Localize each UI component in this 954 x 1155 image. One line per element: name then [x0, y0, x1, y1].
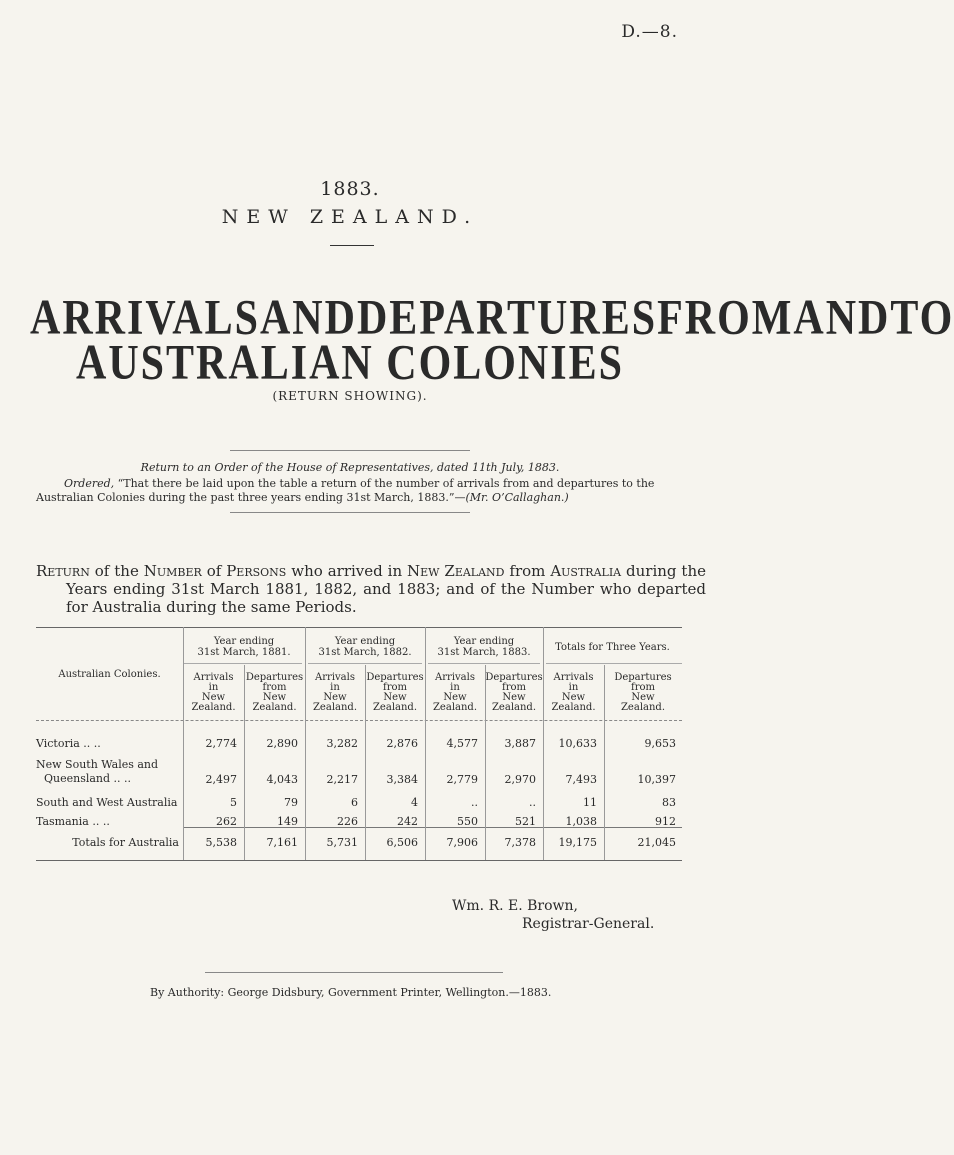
mover: (Mr. O’Callaghan.) — [465, 491, 569, 504]
row-label-nsw-queensland — [36, 758, 183, 786]
label-column-header: Australian Colonies. — [58, 669, 161, 680]
group-header-1881 — [183, 636, 305, 658]
total-cell: 7,906 — [446, 836, 478, 849]
departures-header — [244, 673, 305, 713]
totals-label: Totals for Australia — [72, 836, 179, 849]
header-line: in — [330, 682, 340, 693]
intro-text: from — [504, 562, 551, 580]
total-cell: 19,175 — [558, 836, 597, 849]
arrivals-header — [425, 673, 485, 713]
table-cell: .. — [471, 796, 478, 809]
table-bottom-rule — [36, 860, 682, 861]
divider — [230, 512, 470, 513]
header-line: Departures — [245, 672, 304, 683]
table-cell: 521 — [515, 815, 536, 828]
header-line: Zealand. — [312, 702, 357, 713]
intro-text: Australia — [550, 562, 622, 580]
intro-text: during the Years ending 31st March 1881, 1882, and 1883; and of the Number who departed for Australia during the same Periods. — [66, 562, 706, 616]
table-cell: 1,038 — [565, 815, 597, 828]
header-line: New — [443, 692, 467, 703]
return-order-line: Return to an Order of the House of Representatives, dated 11th July, 1883. — [140, 461, 560, 474]
label-line: New South Wales and — [36, 758, 159, 771]
table-cell: 79 — [284, 796, 298, 809]
header-line: New — [201, 692, 226, 703]
header-line: Zealand. — [372, 702, 417, 713]
header-line: New — [323, 692, 347, 703]
total-cell: 7,161 — [266, 836, 298, 849]
header-line: New — [383, 692, 407, 703]
divider — [230, 450, 470, 451]
header-line: in — [208, 682, 219, 693]
table-cell: 4 — [411, 796, 418, 809]
group-rule — [183, 663, 302, 664]
group-header-line: 31st March, 1883. — [437, 647, 531, 658]
group-header-1882 — [305, 636, 425, 658]
divider — [205, 972, 503, 973]
table-cell: 3,282 — [326, 737, 358, 750]
title-word: AND — [259, 291, 357, 346]
table-cell: 6 — [351, 796, 358, 809]
intro-text: who arrived in — [286, 562, 408, 580]
title-word: FROM — [657, 291, 794, 346]
header-line: New — [631, 692, 655, 703]
total-cell: 7,378 — [504, 836, 536, 849]
title-word: AND — [793, 291, 891, 346]
row-label-tasmania: Tasmania .. .. — [36, 815, 110, 828]
table-cell: 3,887 — [504, 737, 536, 750]
header-line: Arrivals — [193, 672, 234, 683]
ordered-paragraph — [36, 477, 668, 505]
table-cell: 5 — [230, 796, 237, 809]
table-top-rule — [36, 627, 682, 628]
table-cell: 11 — [583, 796, 597, 809]
header-line: Arrivals — [435, 672, 475, 683]
table-cell: 10,633 — [558, 737, 597, 750]
table-cell: 2,876 — [386, 737, 418, 750]
ordered-label: Ordered, — [64, 477, 115, 490]
group-rule — [308, 663, 422, 664]
table-cell: 4,043 — [266, 773, 298, 786]
intro-text: of — [201, 562, 227, 580]
group-header-line: Year ending — [453, 636, 515, 647]
table-cell: .. — [529, 796, 536, 809]
group-header-line: 31st March, 1882. — [318, 647, 412, 658]
header-line: New — [561, 692, 586, 703]
header-line: Zealand. — [551, 702, 596, 713]
ordered-text: “That there be laid upon the table a return of the number of arrivals from and departures to the Australian Colonies during the past three years ending 31st March, 1883.”— — [36, 477, 655, 504]
table-header-rule — [36, 720, 682, 721]
intro-text: Return — [36, 562, 90, 580]
header-line: Departures — [485, 672, 543, 683]
departures-header — [604, 673, 682, 713]
table-cell: 262 — [216, 815, 237, 828]
arrivals-header — [305, 673, 365, 713]
table-cell: 242 — [397, 815, 418, 828]
table-cell: 149 — [277, 815, 298, 828]
country-heading: NEW ZEALAND. — [221, 206, 479, 228]
header-line: Arrivals — [553, 672, 594, 683]
table-cell: 4,577 — [446, 737, 478, 750]
header-line: Zealand. — [491, 702, 536, 713]
table-cell: 2,774 — [205, 737, 237, 750]
header-line: from — [631, 682, 655, 693]
header-line: in — [568, 682, 579, 693]
departures-header — [485, 673, 543, 713]
table-cell: 226 — [337, 815, 358, 828]
header-line: New — [262, 692, 287, 703]
header-line: in — [450, 682, 460, 693]
table-cell: 2,890 — [266, 737, 298, 750]
total-cell: 5,538 — [205, 836, 237, 849]
arrivals-header — [183, 673, 244, 713]
table-cell: 3,384 — [386, 773, 418, 786]
row-label-victoria: Victoria .. .. — [36, 737, 101, 750]
group-header-line: Totals for Three Years. — [555, 642, 670, 653]
table-cell: 912 — [655, 815, 676, 828]
group-header-1883 — [425, 636, 543, 658]
header-line: New — [502, 692, 526, 703]
label-line: Queensland .. .. — [44, 772, 132, 785]
header-line: Arrivals — [315, 672, 355, 683]
intro-paragraph — [36, 562, 706, 616]
group-rule — [428, 663, 540, 664]
publication-year: 1883. — [320, 178, 380, 200]
arrivals-header — [543, 673, 604, 713]
header-line: Zealand. — [620, 702, 665, 713]
header-line: from — [262, 682, 287, 693]
table-cell: 10,397 — [637, 773, 676, 786]
header-line: from — [502, 682, 526, 693]
group-header-line: Year ending — [213, 636, 275, 647]
document-reference: D.—8. — [621, 22, 678, 42]
table-cell: 550 — [457, 815, 478, 828]
total-cell: 6,506 — [386, 836, 418, 849]
divider — [330, 245, 374, 246]
printer-authority: By Authority: George Didsbury, Government Printer, Wellington.—1883. — [150, 986, 552, 999]
table-cell: 2,497 — [205, 773, 237, 786]
title-word: DEPARTURES — [356, 291, 658, 346]
total-cell: 5,731 — [326, 836, 358, 849]
header-line: from — [383, 682, 407, 693]
table-cell: 2,970 — [504, 773, 536, 786]
signatory-title: Registrar-General. — [522, 916, 655, 932]
table-cell: 83 — [662, 796, 676, 809]
header-line: Departures — [366, 672, 424, 683]
title-word: ARRIVALS — [30, 291, 260, 346]
departures-header — [365, 673, 425, 713]
group-header-totals — [543, 642, 682, 653]
intro-text: New Zealand — [407, 562, 505, 580]
group-header-line: Year ending — [334, 636, 396, 647]
header-line: Zealand. — [191, 702, 236, 713]
signatory-name: Wm. R. E. Brown, — [452, 898, 578, 914]
header-line: Departures — [614, 672, 672, 683]
table-cell: 2,779 — [446, 773, 478, 786]
header-line: Zealand. — [252, 702, 297, 713]
main-title-line2: AUSTRALIAN COLONIES — [76, 336, 624, 391]
total-cell: 21,045 — [637, 836, 676, 849]
group-header-line: 31st March, 1881. — [197, 647, 291, 658]
title-word: TO — [890, 291, 954, 346]
row-label-south-west-australia: South and West Australia — [36, 796, 178, 809]
table-cell: 2,217 — [326, 773, 358, 786]
table-cell: 7,493 — [565, 773, 597, 786]
subtitle: (RETURN SHOWING). — [272, 389, 428, 403]
intro-text: Persons — [226, 562, 287, 580]
group-rule — [546, 663, 682, 664]
intro-text: of the — [89, 562, 144, 580]
header-line: Zealand. — [432, 702, 477, 713]
table-cell: 9,653 — [644, 737, 676, 750]
intro-text: Number — [143, 562, 202, 580]
